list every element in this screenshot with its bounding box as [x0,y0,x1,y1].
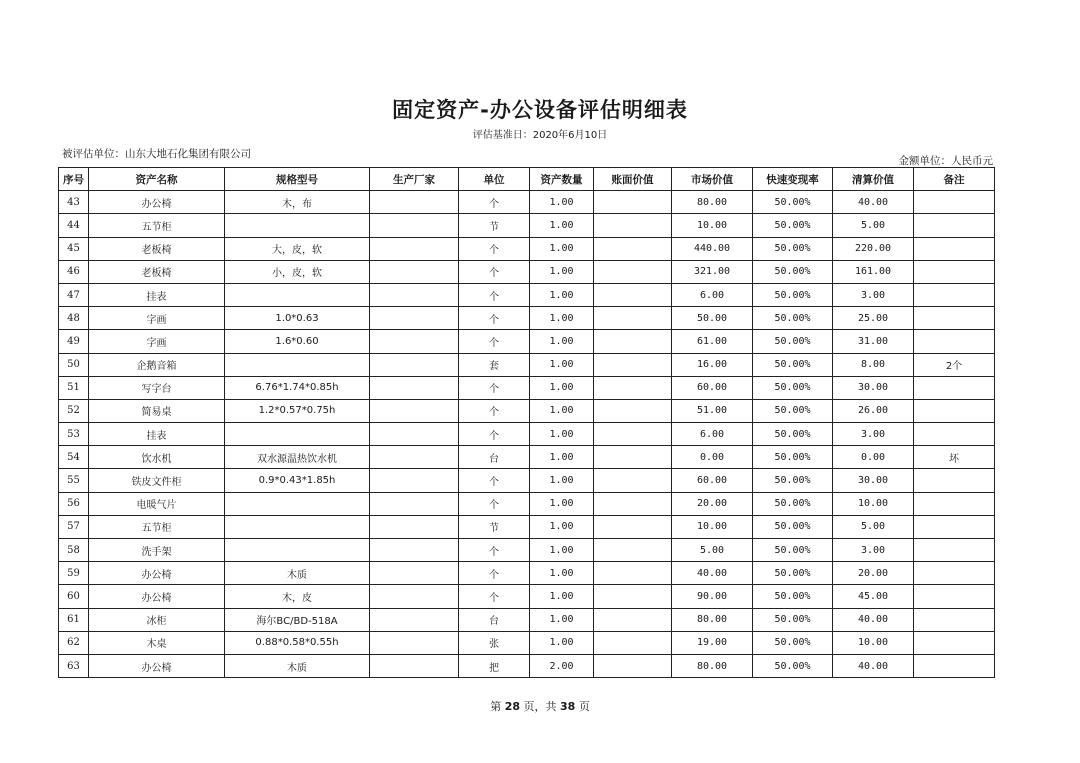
table-row [59,515,995,538]
cell-no: 48 [59,307,89,330]
cell-liquidation-rate: 50.00% [753,469,833,492]
cell-qty: 1.00 [530,307,594,330]
cell-market-value: 80.00 [672,191,753,214]
cell-name: 办公椅 [89,585,225,608]
table-body [59,191,995,678]
cell-liquidation-value: 25.00 [833,307,914,330]
cell-qty: 1.00 [530,399,594,422]
cell-maker [370,492,459,515]
cell-no: 58 [59,539,89,562]
cell-liquidation-rate: 50.00% [753,539,833,562]
cell-book-value [594,307,672,330]
table-row [59,446,995,469]
cell-no: 47 [59,283,89,306]
cell-maker [370,376,459,399]
cell-spec [225,539,370,562]
table-row [59,562,995,585]
cell-maker [370,330,459,353]
cell-book-value [594,376,672,399]
valuation-date: 评估基准日：2020年6月10日 [472,130,608,141]
column-header-spec: 规格型号 [225,168,370,191]
cell-liquidation-value: 3.00 [833,423,914,446]
page-prefix: 第 [490,700,502,713]
cell-spec [225,423,370,446]
page-mid: 页，共 [523,700,557,713]
cell-liquidation-rate: 50.00% [753,237,833,260]
table-row [59,585,995,608]
cell-book-value [594,654,672,677]
cell-note [914,654,995,677]
cell-spec: 0.88*0.58*0.55h [225,631,370,654]
cell-book-value [594,539,672,562]
cell-book-value [594,237,672,260]
column-header-liquidation-value: 清算价值 [833,168,914,191]
cell-qty: 1.00 [530,585,594,608]
table-row [59,399,995,422]
cell-note [914,608,995,631]
cell-maker [370,423,459,446]
cell-liquidation-value: 26.00 [833,399,914,422]
cell-name: 老板椅 [89,237,225,260]
cell-market-value: 50.00 [672,307,753,330]
cell-liquidation-value: 40.00 [833,654,914,677]
cell-market-value: 440.00 [672,237,753,260]
cell-unit: 张 [459,631,530,654]
cell-liquidation-value: 45.00 [833,585,914,608]
cell-maker [370,214,459,237]
cell-liquidation-value: 3.00 [833,539,914,562]
cell-book-value [594,353,672,376]
cell-name: 字画 [89,307,225,330]
table-row [59,492,995,515]
cell-liquidation-rate: 50.00% [753,608,833,631]
table-row [59,654,995,677]
cell-no: 63 [59,654,89,677]
column-header-qty: 资产数量 [530,168,594,191]
cell-maker [370,608,459,631]
cell-no: 59 [59,562,89,585]
cell-qty: 1.00 [530,237,594,260]
cell-spec: 1.2*0.57*0.75h [225,399,370,422]
cell-unit: 个 [459,330,530,353]
cell-maker [370,539,459,562]
cell-unit: 个 [459,562,530,585]
cell-spec [225,353,370,376]
cell-qty: 1.00 [530,260,594,283]
cell-name: 饮水机 [89,446,225,469]
cell-qty: 1.00 [530,515,594,538]
cell-unit: 个 [459,376,530,399]
cell-note [914,376,995,399]
cell-liquidation-rate: 50.00% [753,399,833,422]
table-row [59,237,995,260]
cell-qty: 1.00 [530,562,594,585]
cell-book-value [594,423,672,446]
cell-liquidation-rate: 50.00% [753,214,833,237]
cell-maker [370,469,459,492]
cell-note [914,562,995,585]
cell-no: 56 [59,492,89,515]
cell-note [914,469,995,492]
cell-note: 2个 [914,353,995,376]
cell-note [914,399,995,422]
cell-note [914,515,995,538]
cell-maker [370,237,459,260]
cell-unit: 个 [459,283,530,306]
column-header-maker: 生产厂家 [370,168,459,191]
cell-market-value: 20.00 [672,492,753,515]
cell-name: 冰柜 [89,608,225,631]
cell-liquidation-rate: 50.00% [753,191,833,214]
cell-spec [225,515,370,538]
cell-spec: 大，皮，软 [225,237,370,260]
cell-no: 52 [59,399,89,422]
table-row [59,539,995,562]
column-header-book-value: 账面价值 [594,168,672,191]
cell-no: 49 [59,330,89,353]
cell-qty: 1.00 [530,608,594,631]
table-row [59,214,995,237]
cell-no: 53 [59,423,89,446]
cell-market-value: 80.00 [672,608,753,631]
cell-unit: 个 [459,191,530,214]
cell-spec: 木质 [225,654,370,677]
cell-name: 挂表 [89,283,225,306]
cell-liquidation-rate: 50.00% [753,515,833,538]
cell-qty: 1.00 [530,469,594,492]
cell-liquidation-rate: 50.00% [753,283,833,306]
cell-book-value [594,191,672,214]
cell-no: 60 [59,585,89,608]
cell-note [914,191,995,214]
cell-qty: 1.00 [530,191,594,214]
cell-name: 五节柜 [89,515,225,538]
cell-qty: 1.00 [530,330,594,353]
cell-liquidation-rate: 50.00% [753,376,833,399]
cell-spec: 木，布 [225,191,370,214]
cell-market-value: 6.00 [672,283,753,306]
column-header-unit: 单位 [459,168,530,191]
cell-note [914,260,995,283]
column-header-name: 资产名称 [89,168,225,191]
cell-qty: 1.00 [530,353,594,376]
evaluated-entity: 被评估单位：山东大地石化集团有限公司 [62,148,251,160]
cell-market-value: 6.00 [672,423,753,446]
column-header-market-value: 市场价值 [672,168,753,191]
cell-liquidation-rate: 50.00% [753,631,833,654]
cell-spec: 木质 [225,562,370,585]
table-row [59,191,995,214]
cell-maker [370,631,459,654]
cell-unit: 台 [459,446,530,469]
cell-name: 五节柜 [89,214,225,237]
cell-liquidation-rate: 50.00% [753,446,833,469]
cell-no: 61 [59,608,89,631]
cell-qty: 1.00 [530,631,594,654]
cell-market-value: 16.00 [672,353,753,376]
cell-name: 木桌 [89,631,225,654]
cell-book-value [594,585,672,608]
table-row [59,423,995,446]
cell-qty: 1.00 [530,423,594,446]
cell-liquidation-rate: 50.00% [753,353,833,376]
cell-note: 坏 [914,446,995,469]
cell-market-value: 80.00 [672,654,753,677]
cell-liquidation-rate: 50.00% [753,585,833,608]
cell-liquidation-rate: 50.00% [753,562,833,585]
cell-market-value: 321.00 [672,260,753,283]
cell-liquidation-value: 8.00 [833,353,914,376]
table-row [59,307,995,330]
cell-unit: 把 [459,654,530,677]
cell-spec: 海尔BC/BD-518A [225,608,370,631]
cell-spec: 小，皮，软 [225,260,370,283]
cell-maker [370,515,459,538]
cell-spec: 0.9*0.43*1.85h [225,469,370,492]
table-row [59,260,995,283]
cell-market-value: 90.00 [672,585,753,608]
cell-unit: 个 [459,237,530,260]
cell-unit: 个 [459,492,530,515]
cell-no: 46 [59,260,89,283]
cell-name: 办公椅 [89,562,225,585]
cell-liquidation-value: 40.00 [833,608,914,631]
table-row [59,330,995,353]
cell-book-value [594,562,672,585]
cell-qty: 1.00 [530,214,594,237]
cell-qty: 2.00 [530,654,594,677]
cell-liquidation-rate: 50.00% [753,492,833,515]
cell-name: 企鹅音箱 [89,353,225,376]
cell-name: 字画 [89,330,225,353]
cell-unit: 个 [459,260,530,283]
cell-unit: 节 [459,214,530,237]
cell-no: 45 [59,237,89,260]
cell-market-value: 5.00 [672,539,753,562]
cell-name: 简易桌 [89,399,225,422]
cell-note [914,330,995,353]
cell-liquidation-value: 10.00 [833,492,914,515]
cell-maker [370,260,459,283]
cell-unit: 个 [459,539,530,562]
page-total: 38 [560,700,576,713]
cell-market-value: 61.00 [672,330,753,353]
cell-book-value [594,469,672,492]
cell-spec: 1.0*0.63 [225,307,370,330]
cell-qty: 1.00 [530,376,594,399]
column-header-no: 序号 [59,168,89,191]
cell-name: 洗手架 [89,539,225,562]
table-row [59,631,995,654]
cell-liquidation-rate: 50.00% [753,330,833,353]
cell-unit: 个 [459,585,530,608]
cell-book-value [594,446,672,469]
cell-book-value [594,330,672,353]
cell-spec [225,492,370,515]
cell-liquidation-value: 3.00 [833,283,914,306]
cell-liquidation-rate: 50.00% [753,654,833,677]
cell-unit: 个 [459,469,530,492]
cell-note [914,423,995,446]
cell-liquidation-value: 40.00 [833,191,914,214]
table-row [59,353,995,376]
cell-market-value: 60.00 [672,376,753,399]
cell-book-value [594,260,672,283]
page-footer [0,698,1080,714]
cell-note [914,283,995,306]
currency-unit: 金额单位：人民币元 [898,155,993,167]
cell-market-value: 0.00 [672,446,753,469]
cell-name: 写字台 [89,376,225,399]
cell-unit: 台 [459,608,530,631]
cell-no: 54 [59,446,89,469]
cell-qty: 1.00 [530,446,594,469]
cell-spec: 木，皮 [225,585,370,608]
cell-unit: 个 [459,399,530,422]
cell-maker [370,654,459,677]
cell-maker [370,307,459,330]
cell-name: 铁皮文件柜 [89,469,225,492]
cell-liquidation-value: 31.00 [833,330,914,353]
column-header-note: 备注 [914,168,995,191]
cell-spec: 1.6*0.60 [225,330,370,353]
cell-qty: 1.00 [530,283,594,306]
cell-liquidation-value: 5.00 [833,214,914,237]
cell-note [914,307,995,330]
cell-liquidation-value: 220.00 [833,237,914,260]
cell-market-value: 10.00 [672,214,753,237]
cell-note [914,631,995,654]
cell-liquidation-value: 161.00 [833,260,914,283]
cell-no: 62 [59,631,89,654]
cell-spec [225,214,370,237]
cell-book-value [594,631,672,654]
cell-liquidation-value: 0.00 [833,446,914,469]
cell-market-value: 19.00 [672,631,753,654]
cell-liquidation-rate: 50.00% [753,423,833,446]
cell-book-value [594,283,672,306]
cell-maker [370,446,459,469]
cell-market-value: 40.00 [672,562,753,585]
table-header-row [59,168,995,191]
cell-liquidation-rate: 50.00% [753,307,833,330]
cell-market-value: 10.00 [672,515,753,538]
cell-no: 43 [59,191,89,214]
cell-maker [370,353,459,376]
cell-liquidation-value: 30.00 [833,469,914,492]
column-header-liquidation-rate: 快速变现率 [753,168,833,191]
cell-unit: 个 [459,307,530,330]
asset-table [58,167,995,678]
cell-liquidation-value: 5.00 [833,515,914,538]
page-number: 28 [504,700,520,713]
cell-no: 51 [59,376,89,399]
cell-unit: 节 [459,515,530,538]
cell-spec: 6.76*1.74*0.85h [225,376,370,399]
cell-liquidation-value: 30.00 [833,376,914,399]
cell-no: 55 [59,469,89,492]
page-title: 固定资产-办公设备评估明细表 [392,98,688,122]
cell-note [914,214,995,237]
page-suffix: 页 [578,700,590,713]
cell-maker [370,399,459,422]
cell-unit: 套 [459,353,530,376]
cell-note [914,237,995,260]
cell-liquidation-value: 20.00 [833,562,914,585]
cell-qty: 1.00 [530,539,594,562]
cell-no: 44 [59,214,89,237]
cell-name: 办公椅 [89,654,225,677]
cell-maker [370,283,459,306]
cell-note [914,492,995,515]
cell-maker [370,585,459,608]
cell-name: 办公椅 [89,191,225,214]
cell-market-value: 60.00 [672,469,753,492]
cell-spec: 双水源温热饮水机 [225,446,370,469]
cell-name: 电暖气片 [89,492,225,515]
cell-spec [225,283,370,306]
cell-no: 57 [59,515,89,538]
table-row [59,469,995,492]
cell-book-value [594,214,672,237]
cell-liquidation-rate: 50.00% [753,260,833,283]
cell-unit: 个 [459,423,530,446]
table-row [59,376,995,399]
cell-note [914,539,995,562]
cell-liquidation-value: 10.00 [833,631,914,654]
cell-name: 挂表 [89,423,225,446]
cell-book-value [594,492,672,515]
table-row [59,608,995,631]
cell-maker [370,191,459,214]
cell-book-value [594,399,672,422]
cell-note [914,585,995,608]
table-row [59,283,995,306]
cell-maker [370,562,459,585]
cell-qty: 1.00 [530,492,594,515]
cell-name: 老板椅 [89,260,225,283]
cell-book-value [594,515,672,538]
cell-book-value [594,608,672,631]
cell-no: 50 [59,353,89,376]
cell-market-value: 51.00 [672,399,753,422]
